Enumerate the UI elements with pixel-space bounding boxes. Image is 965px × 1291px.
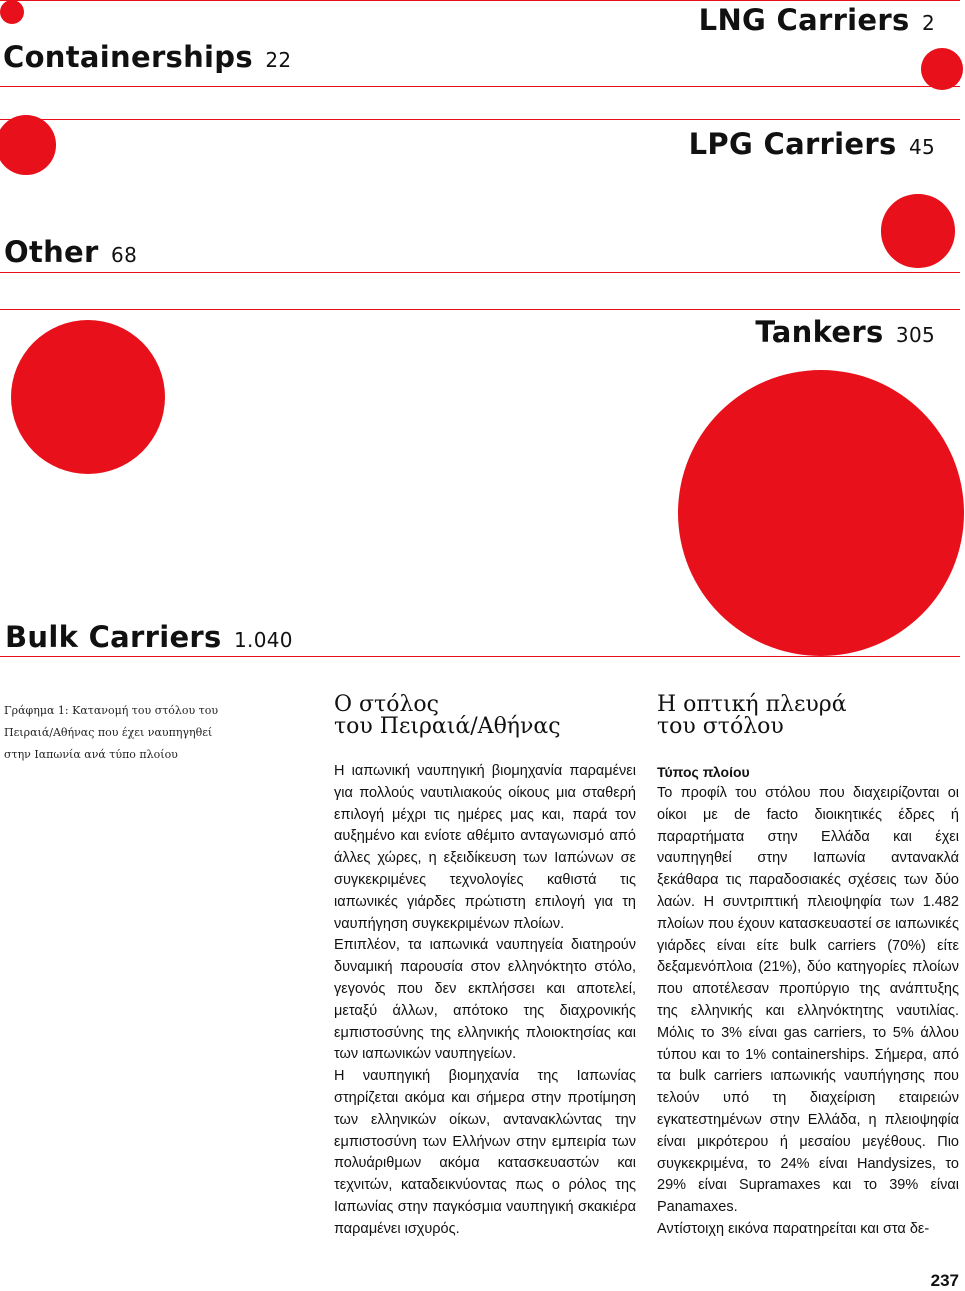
column-subheading: Τύπος πλοίου	[657, 764, 750, 780]
label-other	[4, 235, 137, 269]
bubble-other	[881, 194, 954, 267]
chart-rule	[0, 656, 960, 657]
label-tankers	[755, 315, 935, 349]
label-value: 1.040	[234, 628, 293, 652]
chart-rule	[0, 272, 960, 273]
bubble-lng-carriers	[0, 0, 24, 24]
chart-rule	[0, 309, 960, 310]
body-paragraph: Η ιαπωνική ναυπηγική βιομηχανία παραμένει για πολλούς ναυτιλιακούς οίκους μια σταθερή επιλογή μέχρι τις ημέρες μας και, παρά τον αυξημένο και ενίοτε αθέμιτο ανταγωνισμό από άλλες χώρες, η εξειδίκευση των Ιαπώνων σε συγκεκριμένες τεχνολογίες καθιστά τις ιαπωνικές γιάρδες πρώτιστη επιλογή για τη ναυπήγηση συγκεκριμένων πλοίων.	[334, 763, 636, 932]
label-lpg-carriers	[689, 127, 935, 161]
bubble-containerships	[921, 48, 963, 90]
label-value: 2	[921, 11, 935, 35]
body-paragraph: Αντίστοιχη εικόνα παρατηρείται και στα δε-	[657, 1220, 930, 1237]
label-text: Containerships	[3, 40, 253, 74]
chart-rule	[0, 86, 960, 87]
bubble-tankers	[11, 320, 166, 475]
label-text: Other	[4, 235, 99, 269]
chart-rule	[0, 119, 960, 120]
heading-line: Η οπτική πλευρά	[657, 692, 847, 717]
article-column-fleet	[334, 694, 636, 1241]
article-column-visual	[657, 694, 959, 1241]
page-number: 237	[930, 1271, 959, 1290]
heading-line: του Πειραιά/Αθήνας	[334, 714, 561, 739]
body-paragraph: Επιπλέον, τα ιαπωνικά ναυπηγεία διατηρούν δυναμική παρουσία στον ελληνόκτητο στόλο, γεγονός που δεν εκπλήσσει και αποτελεί, μεταξύ άλλων, απότοκο της διαχρονικής εμπιστοσύνης της ελληνικής πλοιοκτησίας και των ιαπωνικών ναυπηγείων.	[334, 937, 636, 1063]
label-value: 22	[265, 48, 292, 72]
label-bulk-carriers	[5, 620, 293, 654]
chart-rule	[0, 0, 960, 1]
bubble-lpg-carriers	[0, 115, 56, 174]
label-value: 305	[895, 323, 935, 347]
label-text: Tankers	[755, 315, 884, 349]
label-containerships	[3, 40, 291, 74]
column-heading	[334, 694, 636, 738]
label-lng-carriers	[699, 3, 935, 37]
label-value: 45	[908, 135, 935, 159]
column-heading	[657, 694, 959, 738]
label-text: LPG Carriers	[688, 127, 897, 161]
label-text: Bulk Carriers	[5, 620, 222, 654]
label-text: LNG Carriers	[698, 3, 910, 37]
heading-line: του στόλου	[657, 714, 784, 739]
body-paragraph: Η ναυπηγική βιομηχανία της Ιαπωνίας στηρίζεται ακόμα και σήμερα στην προτίμηση των ελληνικών οίκων, αντανακλώντας την εμπιστοσύνη των Ελλήνων στην εμπειρία των πολυάριθμων ακόμα κατασκευαστών και τεχνιτών, καταδεικνύοντας πως ο ρόλος της Ιαπωνίας στην παγκόσμια ναυπηγική σκακιέρα παραμένει ισχυρός.	[334, 1068, 636, 1237]
label-value: 68	[111, 243, 138, 267]
chart-caption: Γράφημα 1: Κατανομή του στόλου του Πειραιά/Αθήνας που έχει ναυπηγηθεί στην Ιαπωνία ανά τύπο πλοίου	[4, 704, 219, 761]
bubble-bulk-carriers	[678, 370, 964, 656]
body-paragraph: Το προφίλ του στόλου που διαχειρίζονται οι οίκοι με de facto διοικητικές έδρες ή παραρτήματα στην Ελλάδα και έχει ναυπηγηθεί στην Ιαπωνία αντανακλά ξεκάθαρα τις παραδοσιακές σχέσεις των δύο λαών. Η συντριπτική πλειοψηφία των 1.482 πλοίων που έχουν κατασκευαστεί σε ιαπωνικές γιάρδες είναι είτε bulk carriers (70%) είτε δεξαμενόπλοια (21%), δύο κατηγορίες πλοίων που αποτέλεσαν προπύργιο της ανάπτυξης της ελληνικής και ελληνόκτητης ναυτιλίας. Μόλις το 3% είναι gas carriers, το 5% άλλου τύπου και το 1% containerships. Σήμερα, από τα bulk carriers ιαπωνικής ναυπήγησης που τελούν υπό τη διαχείριση εταιρειών εγκατεστημένων στην Ελλάδα, η πλειοψηφία είναι μικρότερου ή μεσαίου μεγέθους. Πιο συγκεκριμένα, το 24% είναι Handysizes, το 29% είναι Supramaxes και το 39% είναι Panamaxes.	[657, 785, 959, 1216]
heading-line: Ο στόλος	[334, 692, 439, 717]
